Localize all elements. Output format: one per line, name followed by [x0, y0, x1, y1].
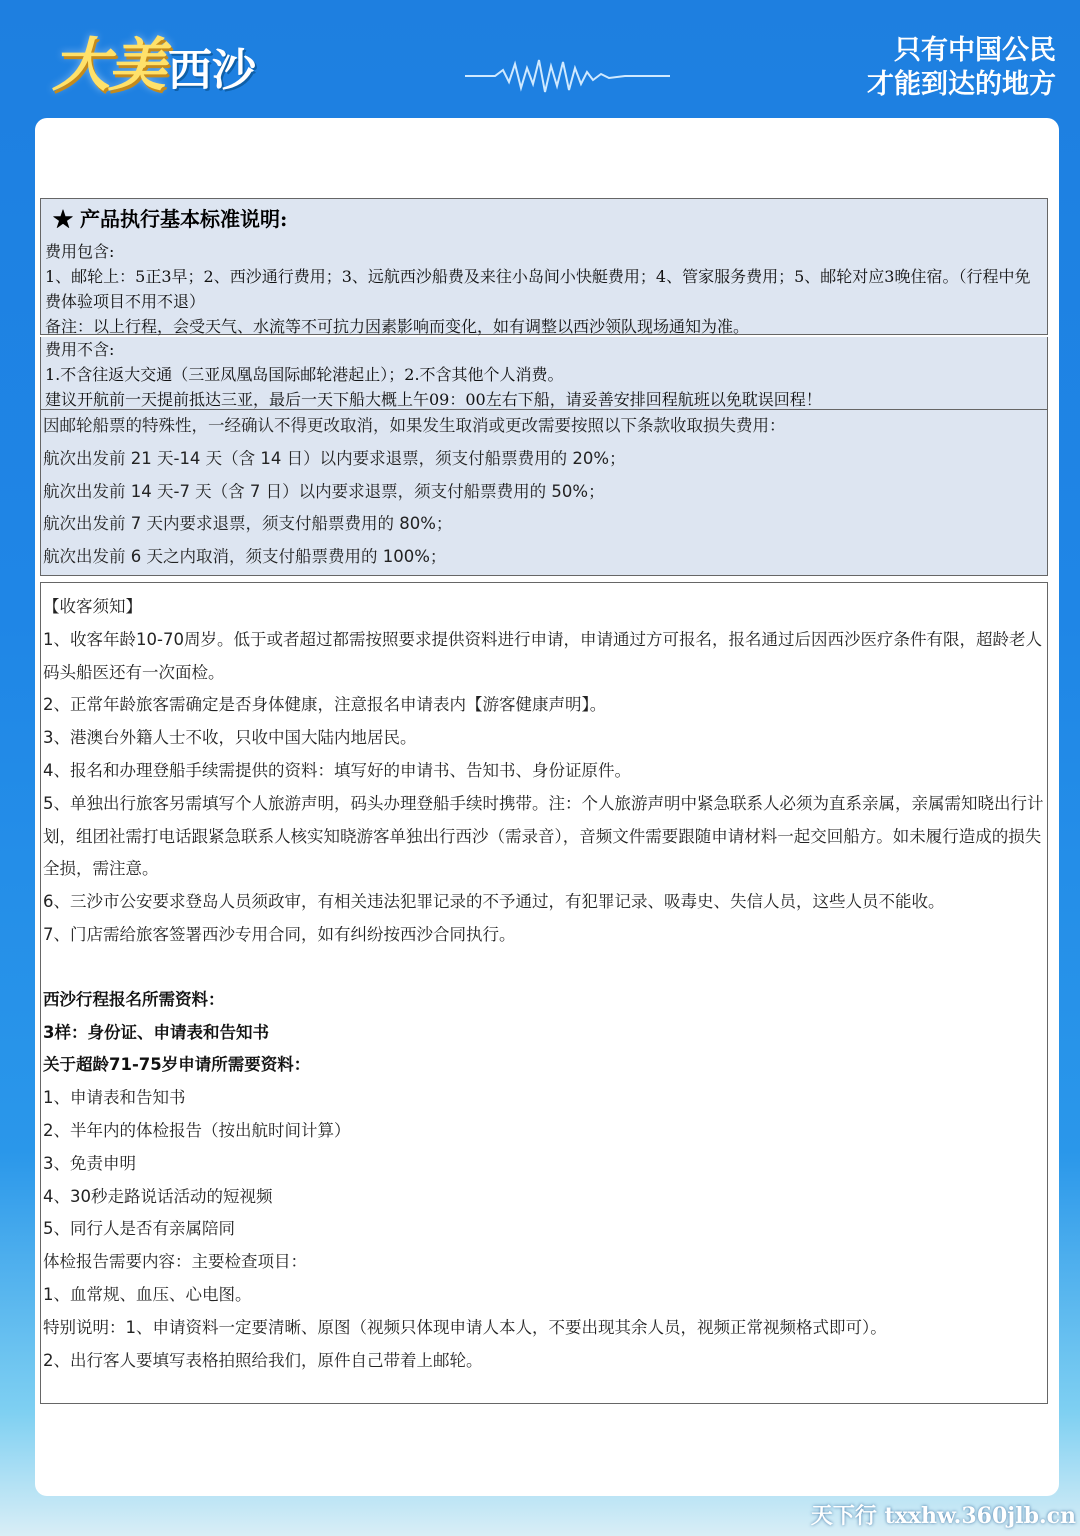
overage-item: 1、申请表和告知书: [43, 1088, 186, 1108]
logo-text-big: 大美: [52, 31, 165, 99]
notice-item: 7、门店需给旅客签署西沙专用合同，如有纠纷按西沙合同执行。: [43, 924, 516, 944]
included-label: 费用包含:: [45, 242, 115, 261]
logo-text-small: 西沙: [168, 45, 257, 96]
special-note-2: 2、出行客人要填写表格拍照给我们，原件自己带着上邮轮。: [43, 1350, 483, 1370]
cancellation-rule: 航次出发前 7 天内要求退票，须支付船票费用的 80%；: [43, 514, 453, 534]
document-body: [40, 198, 1048, 1404]
standards-title: ★ 产品执行基本标准说明:: [53, 207, 288, 231]
header-banner: [0, 0, 1080, 118]
slogan-line-2: 才能到达的地方: [867, 69, 1056, 100]
notice-item: 4、报名和办理登船手续需提供的资料：填写好的申请书、告知书、身份证原件。: [43, 760, 631, 780]
slogan: [867, 34, 1056, 102]
notice-item: 6、三沙市公安要求登岛人员须政审，有相关违法犯罪记录的不予通过，有犯罪记录、吸毒史、失信人员，这些人员不能收。: [43, 892, 945, 912]
overage-item: 2、半年内的体检报告（按出航时间计算）: [43, 1120, 351, 1140]
slogan-line-1: 只有中国公民: [894, 35, 1056, 66]
standards-section: [40, 198, 1048, 335]
content-card: [35, 118, 1059, 1496]
site-watermark: 天下行 txxhw.360jlb.cn: [810, 1503, 1076, 1529]
cancellation-rule: 航次出发前 21 天-14 天（含 14 日）以内要求退票，须支付船票费用的 20%；: [43, 448, 626, 468]
overage-item: 4、30秒走路说话活动的短视频: [43, 1186, 273, 1206]
excluded-section: [40, 337, 1048, 410]
overage-item: 5、同行人是否有亲属陪同: [43, 1219, 235, 1239]
cancellation-rule: 航次出发前 6 天之内取消，须支付船票费用的 100%；: [43, 547, 447, 567]
sound-wave-icon: [465, 56, 670, 96]
cancellation-intro: 因邮轮船票的特殊性，一经确认不得更改取消，如果发生取消或更改需要按照以下条款收取损失费用：: [43, 416, 786, 435]
notice-title: 【收客须知】: [43, 597, 142, 616]
special-note-1: 特别说明：1、申请资料一定要清晰、原图（视频只体现申请人本人，不要出现其余人员，视频正常视频格式即可）。: [43, 1317, 887, 1337]
spacer: [43, 952, 1045, 984]
materials-title: 西沙行程报名所需资料：: [43, 989, 225, 1009]
standards-remark: 备注：以上行程，会受天气、水流等不可抗力因素影响而变化，如有调整以西沙领队现场通知为准。: [45, 317, 750, 336]
materials-three: 3样：身份证、申请表和告知书: [43, 1022, 269, 1042]
notice-item: 2、正常年龄旅客需确定是否身体健康，注意报名申请表内【游客健康声明】。: [43, 695, 607, 715]
notice-item: 1、收客年龄10-70周岁。低于或者超过都需按照要求提供资料进行申请，申请通过方可报名，报名通过后因西沙医疗条件有限，超龄老人码头船医还有一次面检。: [43, 629, 1042, 682]
exam-title: 体检报告需要内容：主要检查项目：: [43, 1252, 307, 1272]
notice-item: 3、港澳台外籍人士不收，只收中国大陆内地居民。: [43, 728, 417, 748]
excluded-advice: 建议开航前一天提前抵达三亚，最后一天下船大概上午09：00左右下船，请妥善安排回程航班以免耽误回程！: [45, 390, 822, 409]
overage-item: 3、免责申明: [43, 1153, 136, 1173]
included-items: 1、邮轮上：5正3早；2、西沙通行费用；3、远航西沙船费及来往小岛间小快艇费用；4、管家服务费用；5、邮轮对应3晚住宿。（行程中免费体验项目不用不退）: [45, 267, 1031, 311]
notice-section: [40, 582, 1048, 1404]
notice-item: 5、单独出行旅客另需填写个人旅游声明，码头办理登船手续时携带。注：个人旅游声明中紧急联系人必须为直系亲属，亲属需知晓出行计划，组团社需打电话跟紧急联系人核实知晓游客单独出行西沙（需录音），音频文件需要跟随申请材料一起交回船方。如未履行造成的损失全损，需注意。: [43, 793, 1044, 879]
excluded-label: 费用不含:: [45, 340, 115, 359]
overage-title: 关于超龄71-75岁申请所需要资料：: [43, 1055, 311, 1075]
cancellation-section: [40, 410, 1048, 576]
cancellation-rule: 航次出发前 14 天-7 天（含 7 日）以内要求退票，须支付船票费用的 50%；: [43, 481, 605, 501]
exam-items: 1、血常规、血压、心电图。: [43, 1284, 252, 1304]
brand-logo: [52, 18, 256, 108]
excluded-items: 1.不含往返大交通（三亚凤凰岛国际邮轮港起止）；2.不含其他个人消费。: [45, 365, 564, 384]
